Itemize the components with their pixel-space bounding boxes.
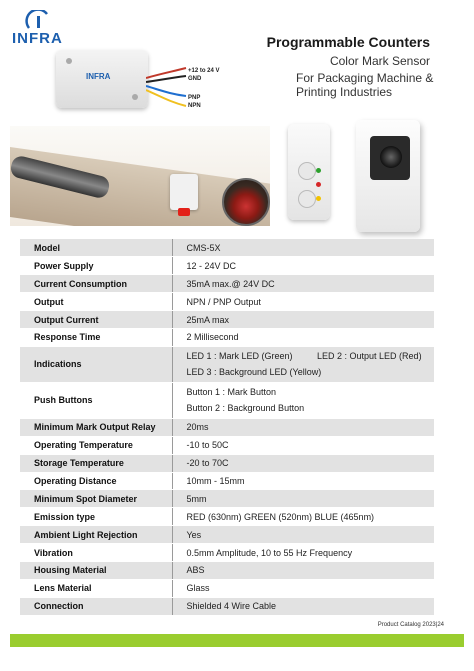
green-led-icon [316,168,321,173]
spec-value: 10mm - 15mm [172,472,434,490]
wire-label-power: +12 to 24 V [188,68,220,74]
spec-value: CMS-5X [172,239,434,257]
spec-value: 12 - 24V DC [172,257,434,275]
spec-value: 25mA max [172,311,434,329]
mounted-sensor [170,174,198,210]
table-row [20,472,434,490]
table-row [20,346,434,382]
spec-key: Operating Temperature [20,436,172,454]
spec-value [172,346,434,382]
wire-label-gnd: GND [188,76,202,82]
table-row [20,508,434,526]
table-row [20,311,434,329]
table-row [20,239,434,257]
spec-key: Vibration [20,544,172,562]
wires-icon [146,64,188,114]
spec-key: Current Consumption [20,275,172,293]
spec-value: Yes [172,526,434,544]
spec-table [20,239,434,616]
spec-key: Emission type [20,508,172,526]
sensor-module-image [56,50,148,108]
spec-key: Minimum Spot Diameter [20,490,172,508]
spec-value: 35mA max.@ 24V DC [172,275,434,293]
spec-key: Storage Temperature [20,454,172,472]
lens-housing [370,136,410,180]
spec-key: Push Buttons [20,382,172,418]
indication-led1: LED 1 : Mark LED (Green) [186,351,293,362]
table-row [20,454,434,472]
spec-value: NPN / PNP Output [172,293,434,311]
spec-key: Model [20,239,172,257]
push-button-1: Button 1 : Mark Button [186,387,277,398]
zoom-lens-detail [222,178,270,226]
spec-key: Housing Material [20,561,172,579]
table-row [20,490,434,508]
yellow-led-icon [316,196,321,201]
table-row [20,597,434,615]
push-button-icon [298,190,316,208]
spec-key: Ambient Light Rejection [20,526,172,544]
spec-key: Indications [20,346,172,382]
indication-led3: LED 3 : Background LED (Yellow) [186,367,322,378]
red-led-icon [316,182,321,187]
table-row [20,526,434,544]
table-row [20,293,434,311]
table-row [20,328,434,346]
red-spot [178,208,190,216]
spec-value: -10 to 50C [172,436,434,454]
spec-value: ABS [172,561,434,579]
push-button-2: Button 2 : Background Button [186,403,305,414]
application-scene-image [10,126,270,226]
table-row [20,418,434,436]
spec-key: Operating Distance [20,472,172,490]
spec-key: Connection [20,597,172,615]
infra-logo [10,8,70,48]
screw-icon [132,94,138,100]
product-side-view [288,124,330,220]
screw-icon [66,58,72,64]
footer-bar [10,634,464,647]
logo-mark-icon [25,10,53,30]
logo-text: INFRA [12,30,63,47]
push-button-icon [298,162,316,180]
spec-value: 2 Millisecond [172,328,434,346]
spec-key: Output [20,293,172,311]
title-block [170,34,430,68]
spec-value: -20 to 70C [172,454,434,472]
page-description: For Packaging Machine & Printing Industries [296,71,434,99]
spec-value: Glass [172,579,434,597]
spec-value: 20ms [172,418,434,436]
table-row [20,382,434,418]
wire-label-npn: NPN [188,103,201,109]
lens-icon [380,146,402,168]
table-row [20,436,434,454]
module-logo: INFRA [86,72,111,81]
wire-label-pnp: PNP [188,95,201,101]
spec-key: Lens Material [20,579,172,597]
spec-value: RED (630nm) GREEN (520nm) BLUE (465nm) [172,508,434,526]
spec-key: Minimum Mark Output Relay [20,418,172,436]
spec-key: Output Current [20,311,172,329]
spec-key: Response Time [20,328,172,346]
spec-value: Shielded 4 Wire Cable [172,597,434,615]
table-row [20,257,434,275]
indication-led2: LED 2 : Output LED (Red) [317,351,422,362]
catalog-label: Product Catalog 2023|24 [377,622,444,628]
table-row [20,275,434,293]
table-row [20,579,434,597]
table-row [20,561,434,579]
table-row [20,544,434,562]
page-title: Programmable Counters [266,34,430,50]
spec-value: 5mm [172,490,434,508]
spec-value [172,382,434,418]
spec-key: Power Supply [20,257,172,275]
spec-value: 0.5mm Amplitude, 10 to 55 Hz Frequency [172,544,434,562]
page-subtitle: Color Mark Sensor [329,54,430,68]
product-front-view [356,120,420,232]
